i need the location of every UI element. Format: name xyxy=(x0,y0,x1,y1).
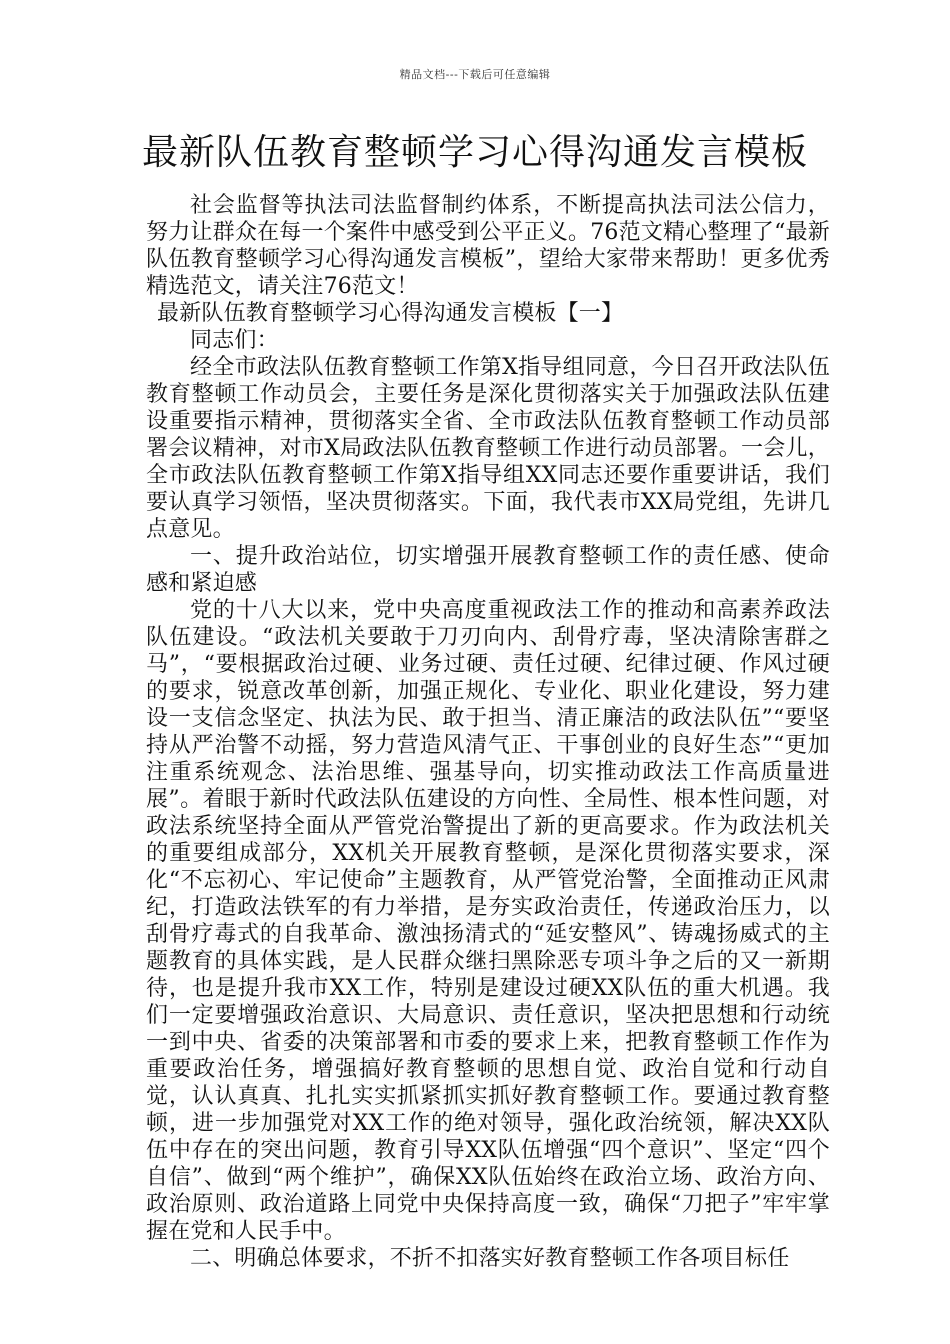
document-body xyxy=(146,192,830,1272)
paragraph-2: 党的十八大以来，党中央高度重视政法工作的推动和高素养政法队伍建设。“政法机关要敢于刀刃向内、刮骨疗毒，坚决清除害群之马”，“要根据政治过硬、业务过硬、责任过硬、纪律过硬、作风过硬的要求，锐意改革创新，加强正规化、专业化、职业化建设，努力建设一支信念坚定、执法为民、敢于担当、清正廉洁的政法队伍”“要坚持从严治警不动摇，努力营造风清气正、干事创业的良好生态”“更加注重系统观念、法治思维、强基导向，切实推动政法工作高质量进展”。着眼于新时代政法队伍建设的方向性、全局性、根本性问题，对政法系统坚持全面从严管党治警提出了新的更高要求。作为政法机关的重要组成部分，XX机关开展教育整顿，是深化贯彻落实要求，深化“不忘初心、牢记使命”主题教育，从严管党治警，全面推动正风肃纪，打造政法铁军的有力举措，是夯实政治责任，传递政治压力，以刮骨疗毒式的自我革命、激浊扬清式的“延安整风”、铸魂扬威式的主题教育的具体实践，是人民群众继扫黑除恶专项斗争之后的又一新期待，也是提升我市XX工作，特别是建设过硬XX队伍的重大机遇。我们一定要增强政治意识、大局意识、责任意识，坚决把思想和行动统一到中央、省委的决策部署和市委的要求上来，把教育整顿工作作为重要政治任务，增强搞好教育整顿的思想自觉、政治自觉和行动自觉，认认真真、扎扎实实抓紧抓实抓好教育整顿工作。要通过教育整顿，进一步加强党对XX工作的绝对领导，强化政治统领，解决XX队伍中存在的突出问题，教育引导XX队伍增强“四个意识”、坚定“四个自信”、做到“两个维护”，确保XX队伍始终在政治立场、政治方向、政治原则、政治道路上同党中央保持高度一致，确保“刀把子”牢牢掌握在党和人民手中。 xyxy=(146,598,830,1244)
heading-1: 一、提升政治站位，切实增强开展教育整顿工作的责任感、使命感和紧迫感 xyxy=(146,544,830,596)
section-subtitle: 最新队伍教育整顿学习心得沟通发言模板【一】 xyxy=(157,301,624,326)
document-title: 最新队伍教育整顿学习心得沟通发言模板 xyxy=(141,132,808,173)
heading-2: 二、明确总体要求，不折不扣落实好教育整顿工作各项目标任 xyxy=(190,1246,790,1271)
intro-paragraph: 社会监督等执法司法监督制约体系，不断提高执法司法公信力，努力让群众在每一个案件中感受到公平正义。76范文精心整理了“最新队伍教育整顿学习心得沟通发言模板”，望给大家带来帮助！更多优秀精选范文，请关注76范文！ xyxy=(146,193,830,299)
paragraph-1: 经全市政法队伍教育整顿工作第X指导组同意，今日召开政法队伍教育整顿工作动员会，主要任务是深化贯彻落实关于加强政法队伍建设重要指示精神，贯彻落实全省、全市政法队伍教育整顿工作动员部署会议精神，对市X局政法队伍教育整顿工作进行动员部署。一会儿，全市政法队伍教育整顿工作第X指导组XX同志还要作重要讲话，我们要认真学习领悟，坚决贯彻落实。下面，我代表市XX局党组，先讲几点意见。 xyxy=(146,355,830,542)
header-note: 精品文档---下载后可任意编辑 xyxy=(399,68,551,81)
greeting: 同志们： xyxy=(190,328,279,353)
